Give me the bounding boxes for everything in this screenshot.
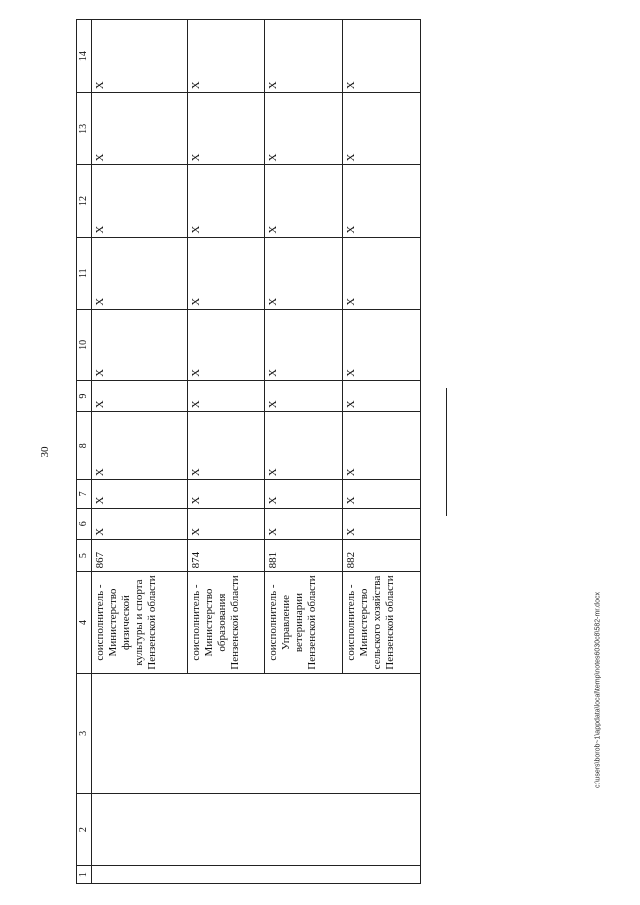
table-row <box>92 20 188 884</box>
mark-cell: X <box>92 309 188 380</box>
mark-cell: X <box>92 380 188 411</box>
mark-cell: X <box>187 237 265 309</box>
mark-cell: X <box>265 480 343 508</box>
mark-cell: X <box>265 93 343 165</box>
separator-rule <box>446 388 447 516</box>
column-header: 3 <box>77 673 92 793</box>
mark-cell: X <box>92 412 188 480</box>
code-cell: 882 <box>343 539 421 571</box>
mark-cell: X <box>92 508 188 539</box>
column-header: 5 <box>77 539 92 571</box>
mark-cell: X <box>343 165 421 237</box>
mark-cell: X <box>265 20 343 93</box>
executor-cell: соисполнитель - Министерство сельского хозяйства Пензенской области <box>343 572 421 673</box>
column-header: 10 <box>77 309 92 380</box>
cell-col3 <box>92 673 421 793</box>
cell-col2 <box>92 794 421 866</box>
program-table <box>76 19 421 884</box>
mark-cell: X <box>343 380 421 411</box>
mark-cell: X <box>187 93 265 165</box>
mark-cell: X <box>265 380 343 411</box>
mark-cell: X <box>92 93 188 165</box>
mark-cell: X <box>265 309 343 380</box>
executor-cell: соисполнитель - Министерство образования Пензенской области <box>187 572 265 673</box>
code-cell: 867 <box>92 539 188 571</box>
column-header: 11 <box>77 237 92 309</box>
column-header: 8 <box>77 412 92 480</box>
mark-cell: X <box>265 412 343 480</box>
mark-cell: X <box>343 20 421 93</box>
mark-cell: X <box>343 508 421 539</box>
mark-cell: X <box>265 237 343 309</box>
mark-cell: X <box>187 165 265 237</box>
mark-cell: X <box>265 508 343 539</box>
executor-cell: соисполнитель - Министерство физической культуры и спорта Пензенской области <box>92 572 188 673</box>
table-wrapper <box>76 19 421 884</box>
column-header: 4 <box>77 572 92 673</box>
footer-file-path: c:\users\borob~1\appdata\local\temp\notes6030c8\582-mr.docx <box>594 592 602 788</box>
mark-cell: X <box>92 165 188 237</box>
mark-cell: X <box>187 412 265 480</box>
code-cell: 881 <box>265 539 343 571</box>
column-header: 2 <box>77 794 92 866</box>
mark-cell: X <box>187 508 265 539</box>
column-header: 6 <box>77 508 92 539</box>
mark-cell: X <box>187 309 265 380</box>
mark-cell: X <box>343 237 421 309</box>
column-header: 1 <box>77 866 92 884</box>
mark-cell: X <box>187 480 265 508</box>
mark-cell: X <box>265 165 343 237</box>
mark-cell: X <box>187 380 265 411</box>
mark-cell: X <box>343 412 421 480</box>
mark-cell: X <box>343 480 421 508</box>
cell-col1 <box>92 866 421 884</box>
column-header: 13 <box>77 93 92 165</box>
column-header: 7 <box>77 480 92 508</box>
code-cell: 874 <box>187 539 265 571</box>
mark-cell: X <box>92 20 188 93</box>
mark-cell: X <box>343 309 421 380</box>
mark-cell: X <box>92 237 188 309</box>
mark-cell: X <box>343 93 421 165</box>
header-row <box>77 20 92 884</box>
mark-cell: X <box>92 480 188 508</box>
page-number: 30 <box>39 446 51 458</box>
column-header: 9 <box>77 380 92 411</box>
mark-cell: X <box>187 20 265 93</box>
executor-cell: соисполнитель - Управление ветеринарии Пензенской области <box>265 572 343 673</box>
column-header: 12 <box>77 165 92 237</box>
column-header: 14 <box>77 20 92 93</box>
